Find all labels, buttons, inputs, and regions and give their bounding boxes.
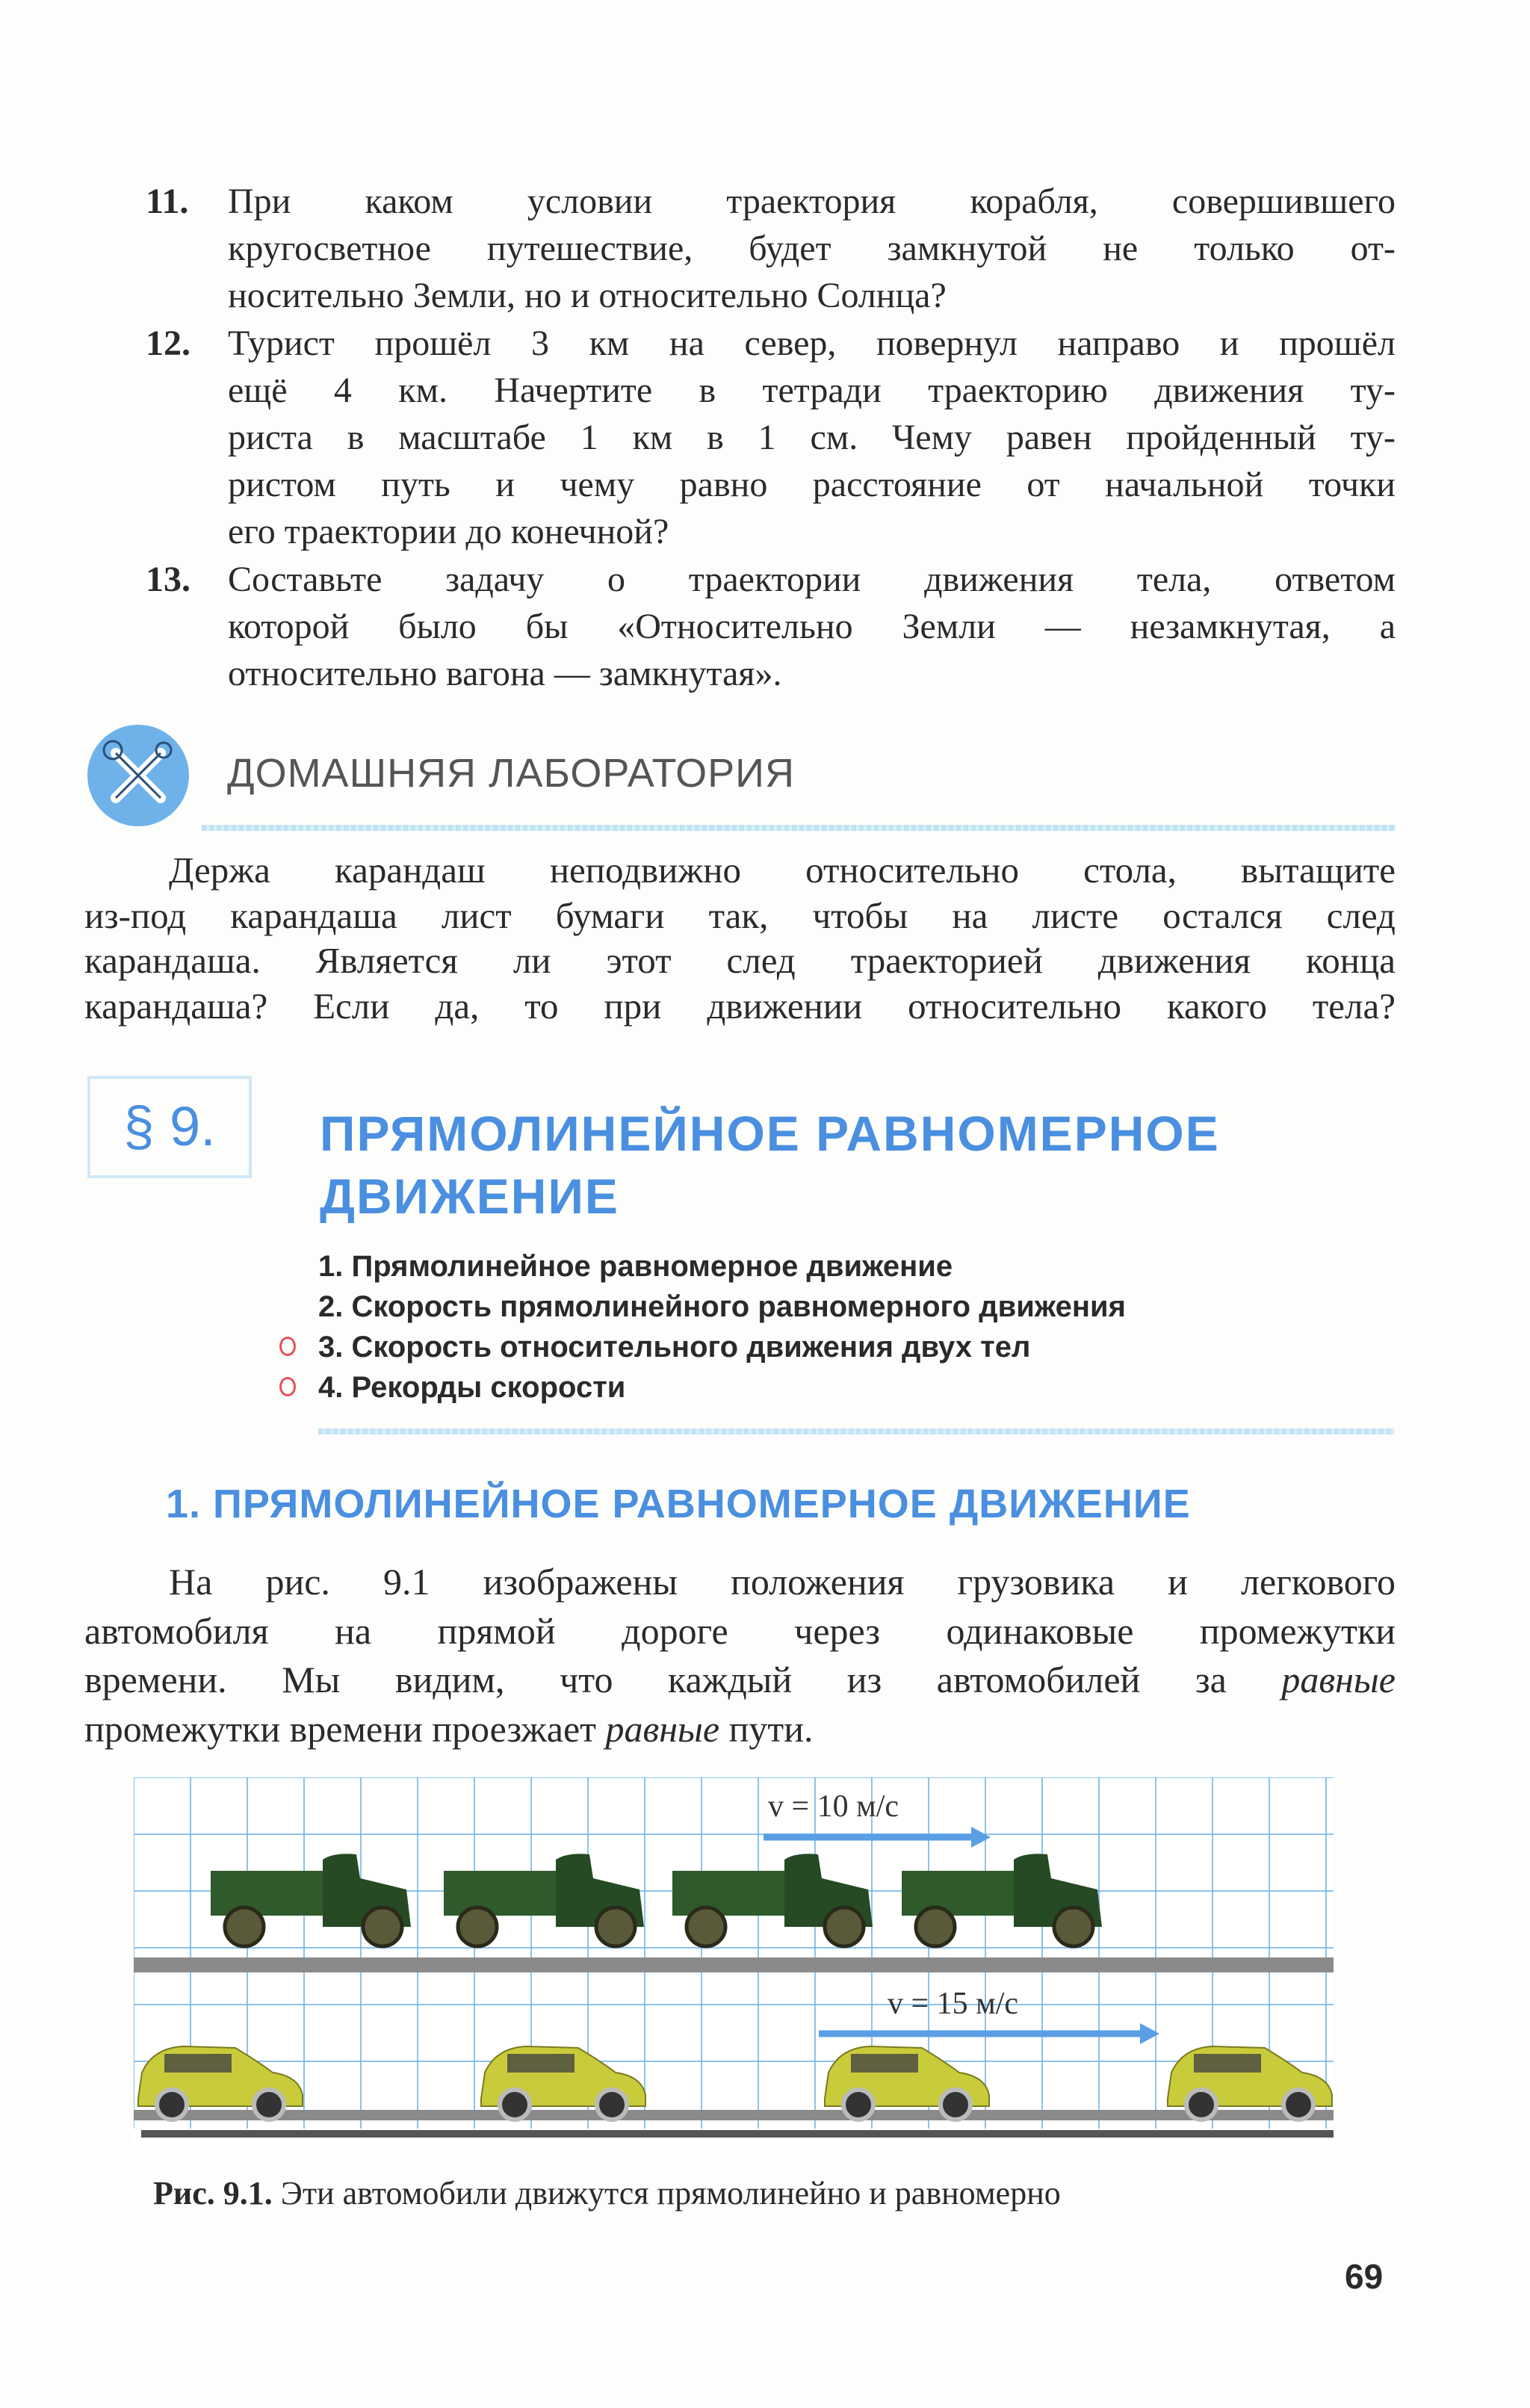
car-wheel (1186, 2090, 1216, 2120)
truck-wheel (916, 1907, 955, 1946)
toc-item (318, 1287, 1126, 1327)
truck-wheel (1054, 1907, 1093, 1946)
home-lab-text (84, 848, 1396, 1030)
truck-wheel (363, 1907, 402, 1946)
toc-item-label: 1. Прямолинейное равномерное движение (318, 1250, 953, 1283)
problem-item (146, 320, 1396, 556)
body-text: На рис. 9.1 изображены положения грузовика и легкового (169, 1561, 1396, 1603)
problem-number: 13. (146, 559, 191, 599)
car-wheel (941, 2090, 970, 2120)
truck-wheel (596, 1907, 635, 1946)
body-line (84, 1705, 1396, 1754)
problem-text-line: его траектории до конечной? (228, 512, 669, 552)
truck-body (211, 1871, 323, 1916)
emphasis-text: равные (605, 1708, 720, 1751)
problem-text-line: При каком условии траектория корабля, совершившего (228, 182, 1396, 221)
problem-text-line: относительно вагона — замкнутая». (228, 654, 782, 694)
truck-body (672, 1871, 784, 1916)
body-text: промежутки времени проезжает (84, 1708, 606, 1751)
section-title (320, 1102, 1220, 1228)
toc-item (318, 1367, 1126, 1408)
divider (202, 825, 1396, 831)
body-paragraph (84, 1558, 1396, 1754)
car-wheel (843, 2090, 873, 2120)
toc-item-label: 4. Рекорды скорости (318, 1371, 626, 1404)
problem-text-line: Турист прошёл 3 км на север, повернул направо и прошёл (228, 323, 1396, 363)
emphasis-text: равные (1281, 1659, 1396, 1701)
road-edge (141, 2130, 1334, 2138)
home-lab-line: Держа карандаш неподвижно относительно стола, вытащите (169, 849, 1396, 891)
figure-9-1 (134, 1777, 1334, 2151)
problem-text-line: Составьте задачу о траектории движения тела, ответом (228, 559, 1396, 599)
toc-item (318, 1327, 1126, 1367)
section-title-line: ПРЯМОЛИНЕЙНОЕ РАВНОМЕРНОЕ (320, 1106, 1220, 1161)
truck-body (902, 1871, 1014, 1916)
problem-text-line: носительно Земли, но и относительно Солнца? (228, 276, 947, 316)
car-speed-label: v = 15 м/с (888, 1987, 1019, 2021)
problem-text-line: ристом путь и чему равно расстояние от начальной точки (228, 465, 1396, 505)
problem-text-line: которой было бы «Относительно Земли — незамкнутая, а (228, 606, 1396, 646)
toc-item (318, 1246, 1126, 1287)
problem-item (146, 556, 1396, 698)
car-wheel (254, 2090, 284, 2120)
section-number: § 9. (87, 1076, 252, 1178)
problems-list (146, 178, 1396, 697)
tools-icon (87, 725, 189, 826)
problem-number: 12. (146, 323, 191, 363)
body-line (84, 1607, 1396, 1656)
car-window (851, 2054, 918, 2073)
caption-label: Рис. 9.1. (153, 2175, 273, 2212)
home-lab-line: из-под карандаша лист бумаги так, чтобы на листе остался след (84, 894, 1396, 936)
circle-marker-icon (279, 1377, 296, 1396)
car-wheel (1283, 2090, 1313, 2120)
page-number: 69 (1345, 2257, 1384, 2296)
toc-item-label: 3. Скорость относительного движения двух тел (318, 1331, 1031, 1364)
truck-wheel (825, 1907, 864, 1946)
body-text: времени. Мы видим, что каждый из автомобилей за (84, 1659, 1282, 1701)
subsection-title: 1. ПРЯМОЛИНЕЙНОЕ РАВНОМЕРНОЕ ДВИЖЕНИЕ (166, 1482, 1191, 1526)
problem-number: 11. (146, 182, 189, 221)
home-lab-line: карандаша? Если да, то при движении относительно какого тела? (84, 985, 1396, 1027)
divider (318, 1429, 1394, 1434)
figure-caption (153, 2174, 1061, 2212)
truck-wheel (225, 1907, 264, 1946)
truck-wheel (458, 1907, 497, 1946)
car-wheel (500, 2090, 530, 2120)
circle-marker-icon (279, 1337, 296, 1356)
car-window (507, 2054, 574, 2073)
caption-text: Эти автомобили движутся прямолинейно и равномерно (272, 2175, 1061, 2212)
body-text: автомобиля на прямой дороге через одинаковые промежутки (84, 1609, 1396, 1652)
truck-speed-label: v = 10 м/с (768, 1789, 899, 1824)
problem-item (146, 178, 1396, 320)
home-lab-line: карандаша. Является ли этот след траекторией движения конца (84, 940, 1396, 982)
section-contents (318, 1246, 1126, 1408)
road-bottom (134, 2110, 1334, 2120)
car-wheel (157, 2090, 187, 2120)
toc-item-label: 2. Скорость прямолинейного равномерного движения (318, 1290, 1126, 1323)
section-title-line: ДВИЖЕНИЕ (320, 1169, 619, 1224)
home-lab-title: ДОМАШНЯЯ ЛАБОРАТОРИЯ (227, 751, 795, 796)
problem-text-line: риста в масштабе 1 км в 1 см. Чему равен пройденный ту- (228, 418, 1396, 458)
body-line (84, 1656, 1396, 1705)
truck-wheel (687, 1907, 725, 1946)
problem-text-line: кругосветное путешествие, будет замкнутой не только от- (228, 229, 1396, 269)
car-window (1194, 2054, 1261, 2073)
road-top (134, 1957, 1334, 1972)
truck-body (444, 1871, 556, 1916)
car-wheel (597, 2090, 627, 2120)
car-window (164, 2054, 232, 2073)
problem-text-line: ещё 4 км. Начертите в тетради траекторию движения ту- (228, 370, 1396, 410)
body-text: пути. (719, 1708, 814, 1751)
body-line (84, 1558, 1396, 1607)
